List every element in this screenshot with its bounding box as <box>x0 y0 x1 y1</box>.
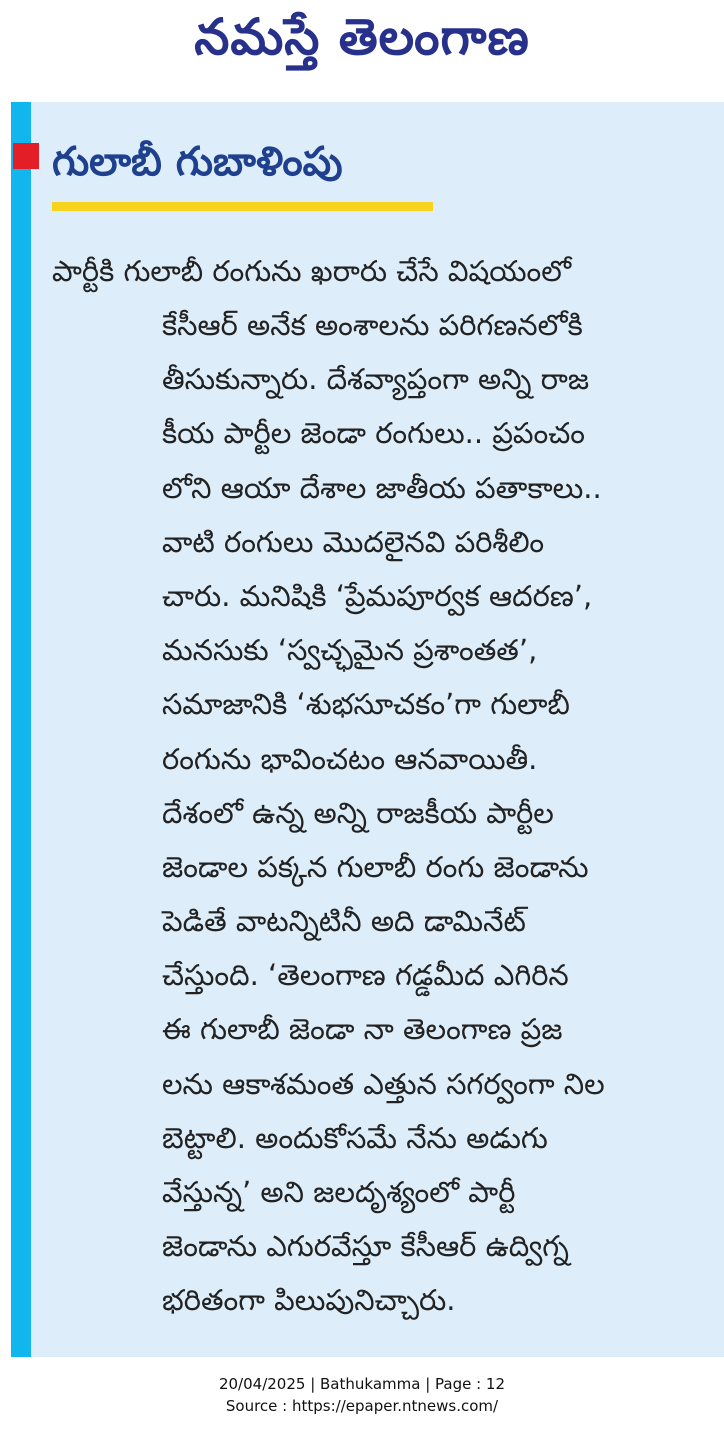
body-line: మనసుకు ‘స్వచ్ఛమైన ప్రశాంతత’, <box>162 633 538 668</box>
body-line: బెట్టాలి. అందుకోసమే నేను అడుగు <box>162 1120 548 1155</box>
body-line: వాటి రంగులు మొదలైనవి పరిశీలిం <box>162 524 545 559</box>
newspaper-logo: నమస్తే తెలంగాణ <box>194 8 530 66</box>
footer-source: Source : https://epaper.ntnews.com/ <box>225 1397 499 1415</box>
body-line: పెడితే వాటన్నిటినీ అది డామినేట్ <box>162 904 526 939</box>
article-body <box>162 298 714 1328</box>
body-line: దేశంలో ఉన్న అన్ని రాజకీయ పార్టీల <box>162 795 554 830</box>
body-line: తీసుకున్నారు. దేశవ్యాప్తంగా అన్ని రాజ <box>162 362 590 397</box>
body-line: భరితంగా పిలుపునిచ్చారు. <box>162 1283 456 1318</box>
body-line: రంగును భావించటం ఆనవాయితీ. <box>162 741 538 776</box>
headline-marker <box>13 143 39 169</box>
body-line: లను ఆకాశమంత ఎత్తున సగర్వంగా నిల <box>162 1066 605 1101</box>
body-line: లోని ఆయా దేశాల జాతీయ పతాకాలు.. <box>162 470 602 505</box>
body-line: జెండాల పక్కన గులాబీ రంగు జెండాను <box>162 849 589 884</box>
accent-bar <box>11 102 31 1357</box>
article-headline: గులాబీ గుబాళింపు <box>52 139 343 185</box>
body-line: ఈ గులాబీ జెండా నా తెలంగాణ ప్రజ <box>162 1012 563 1047</box>
body-line: కేసీఆర్ అనేక అంశాలను పరిగణనలోకి <box>162 308 583 342</box>
page-footer <box>0 1373 724 1417</box>
body-line: జెండాను ఎగురవేస్తూ కేసీఆర్ ఉద్విగ్న <box>162 1229 569 1264</box>
body-line: చేస్తుంది. ‘తెలంగాణ గడ్డమీద ఎగిరిన <box>162 958 569 993</box>
article-lead-line: పార్టీకి గులాబీ రంగును ఖరారు చేసే విషయంలో <box>52 254 572 288</box>
masthead <box>0 0 724 80</box>
body-line: కీయ పార్టీల జెండా రంగులు.. ప్రపంచం <box>162 416 586 451</box>
footer-info: 20/04/2025 | Bathukamma | Page : 12 <box>218 1375 506 1393</box>
body-line: సమాజానికి ‘శుభసూచకం’గా గులాబీ <box>162 687 570 722</box>
headline-underline <box>52 202 433 211</box>
body-line: చారు. మనిషికి ‘ప్రేమపూర్వక ఆదరణ’, <box>162 578 593 613</box>
body-line: వేస్తున్న’ అని జలదృశ్యంలో పార్టీ <box>162 1175 516 1209</box>
